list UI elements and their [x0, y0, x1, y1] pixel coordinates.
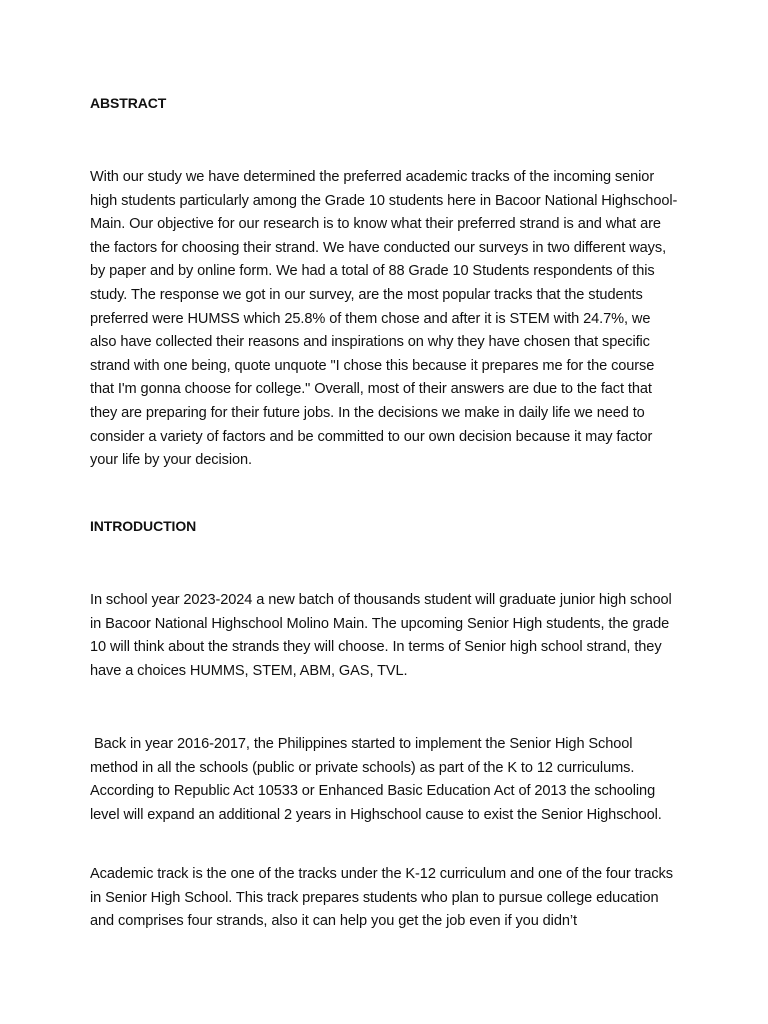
abstract-paragraph: With our study we have determined the preferred academic tracks of the incoming senior high students particularly among the Grade 10 students here in Bacoor National Highschool-Main. Our objective for our research is to know what their preferred strand is and what are the factors for choosing their strand. We have conducted our surveys in two different ways, by paper and by online form. We had a total of 88 Grade 10 Students respondents of this study. The response we got in our survey, are the most popular tracks that the students preferred were HUMSS which 25.8% of them chose and after it is STEM with 24.7%, we also have collected their reasons and inspirations on why they have chosen that specific strand with one being, quote unquote "I chose this because it prepares me for the course that I'm gonna choose for college." Overall, most of their answers are due to the fact that they are preparing for their future jobs. In the decisions we make in daily life we need to consider a variety of factors and be committed to our own decision because it may factor your life by your decision. — [90, 169, 678, 469]
introduction-heading: INTRODUCTION — [90, 518, 197, 534]
abstract-heading: ABSTRACT — [90, 95, 167, 111]
introduction-paragraph-1: In school year 2023-2024 a new batch of thousands student will graduate junior high school in Bacoor National Highschool Molino Main. The upcoming Senior High students, the grade 10 will think about the strands they will choose. In terms of Senior high school strand, they have a choices HUMMS, STEM, ABM, GAS, TVL. — [90, 592, 672, 679]
introduction-paragraph-2: Back in year 2016-2017, the Philippines started to implement the Senior High School method in all the schools (public or private schools) as part of the K to 12 curriculums. According to Republic Act 10533 or Enhanced Basic Education Act of 2013 the schooling level will expand an additional 2 years in Highschool cause to exist the Senior Highschool. — [90, 736, 662, 823]
introduction-paragraph-3: Academic track is the one of the tracks under the K-12 curriculum and one of the four tracks in Senior High School. This track prepares students who plan to pursue college education and comprises four strands, also it can help you get the job even if you didn’t — [90, 866, 673, 930]
